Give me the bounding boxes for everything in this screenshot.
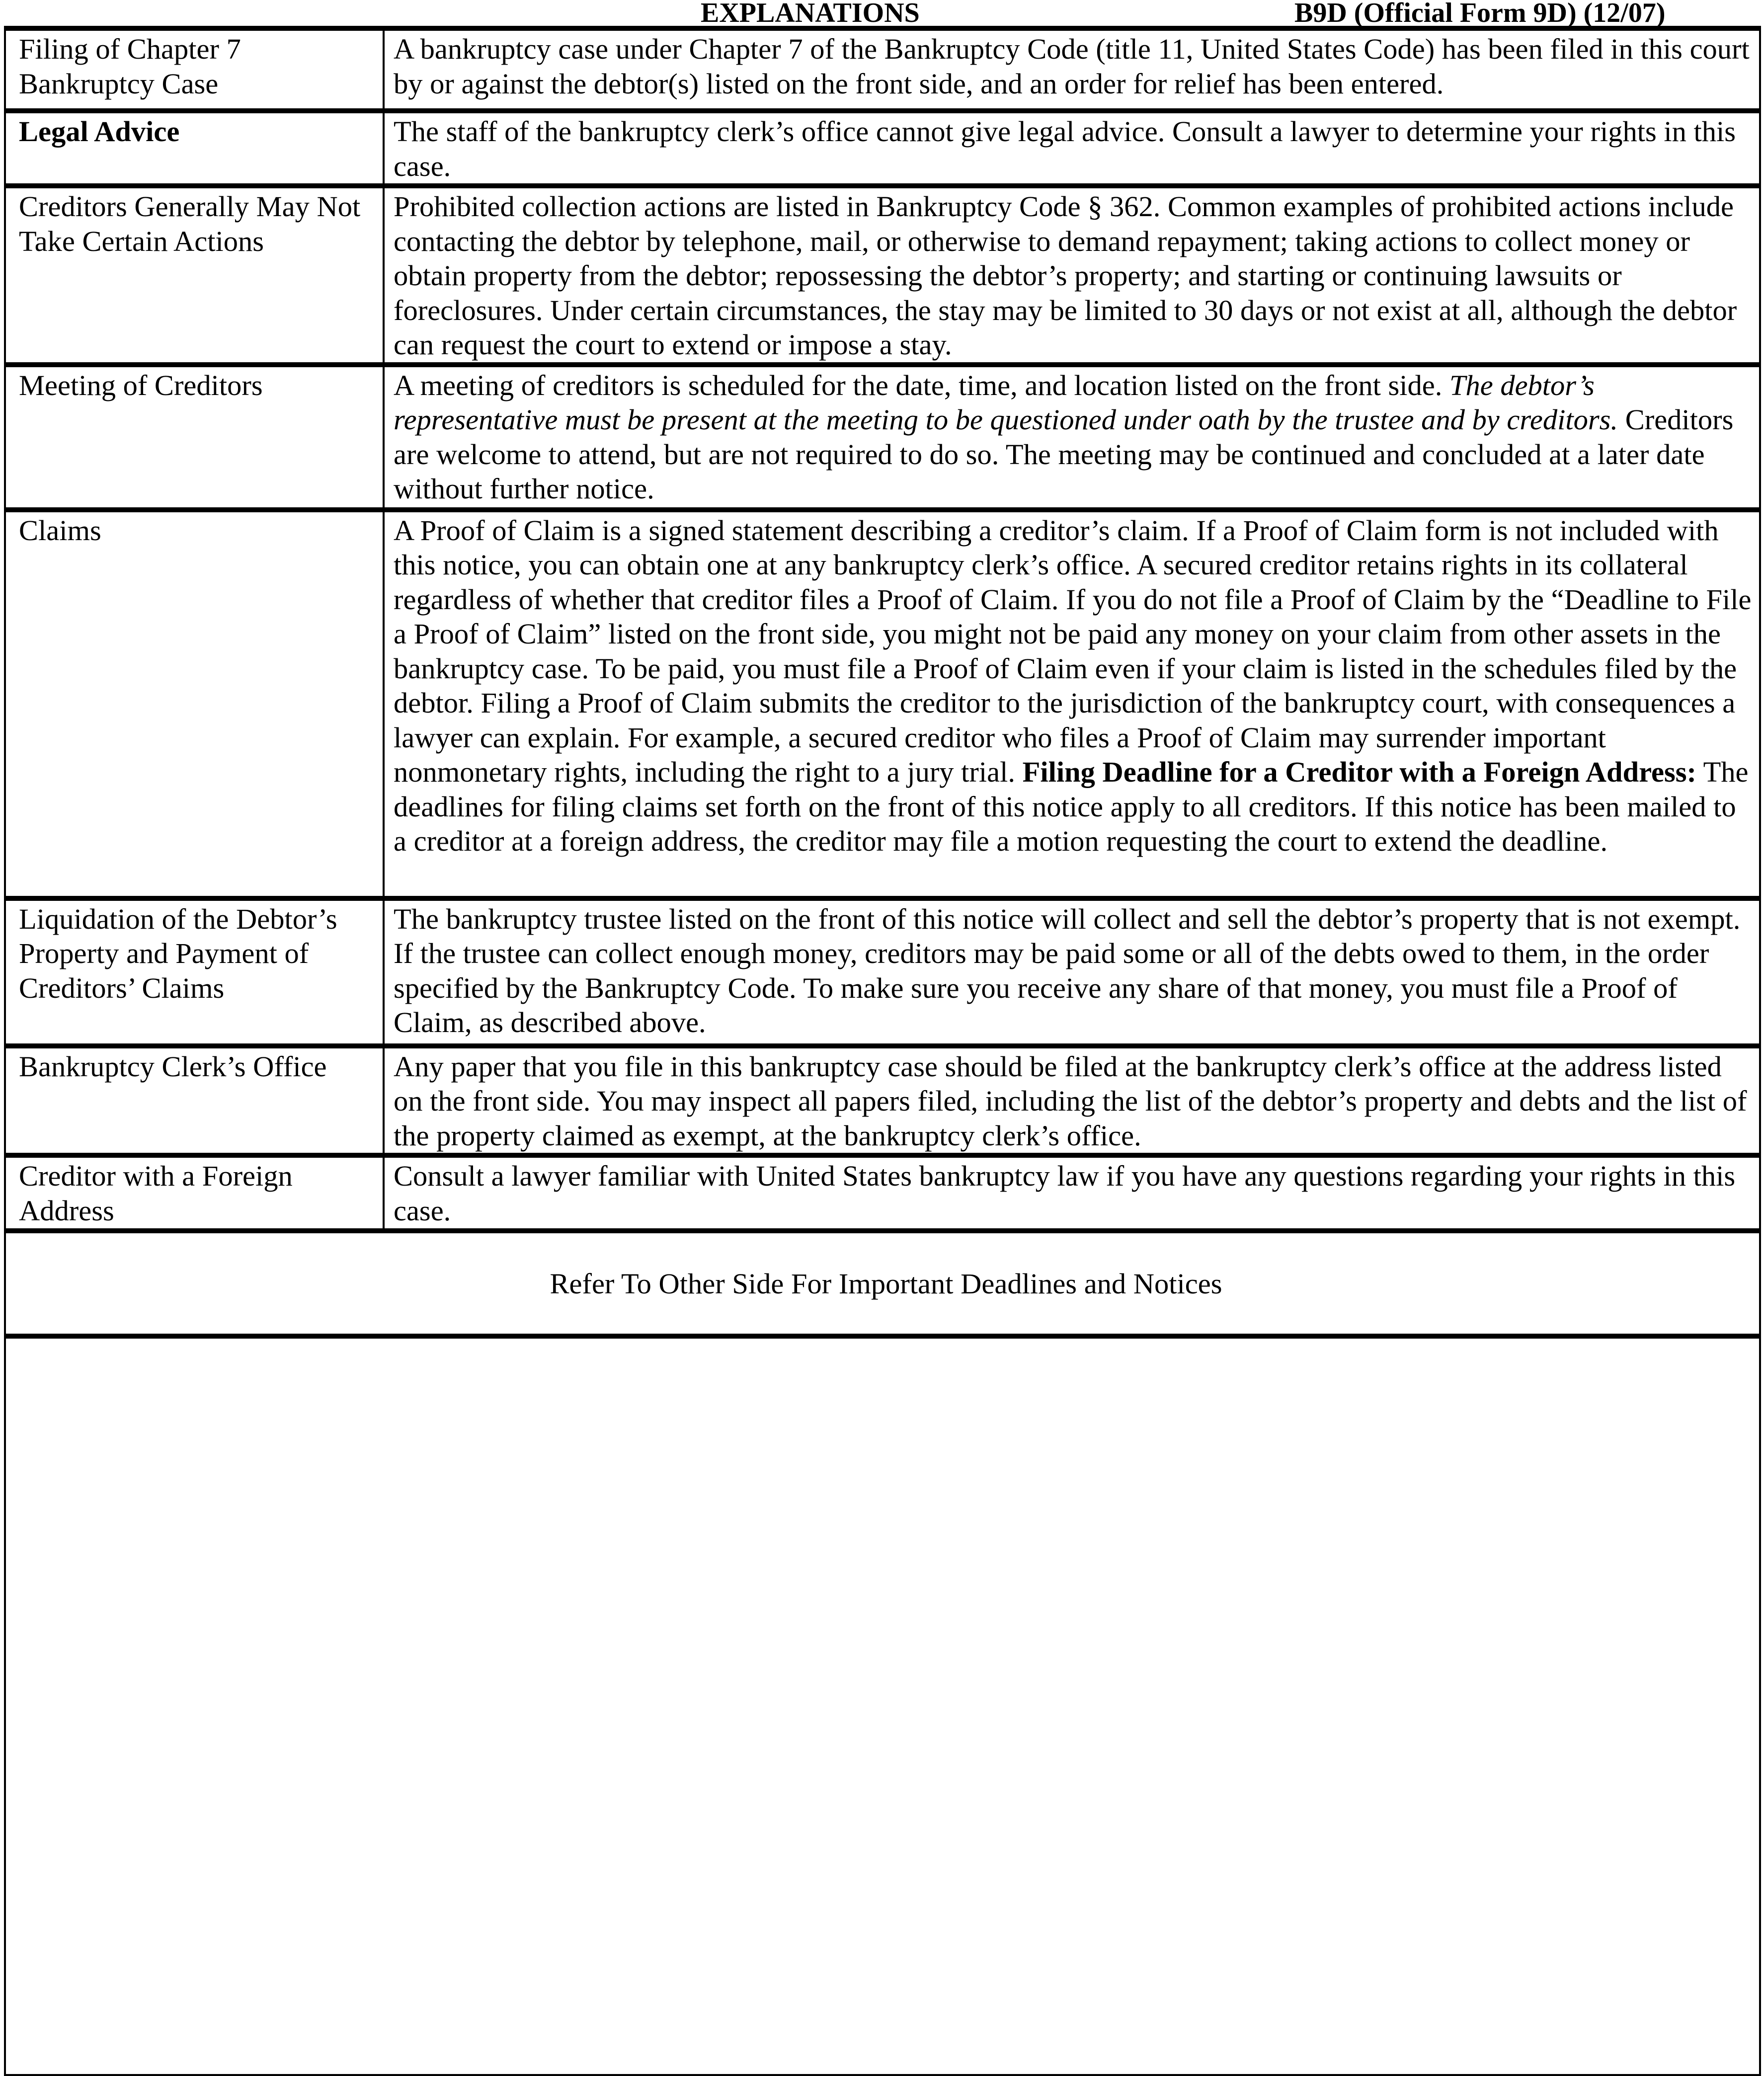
row-label: Liquidation of the Debtor’s Property and Payment of Creditors’ Claims xyxy=(5,898,384,1046)
table-row-blank-area xyxy=(5,1336,1760,2075)
table-row-filing xyxy=(5,28,1760,111)
table-row-foreign-address xyxy=(5,1155,1760,1231)
row-text: Prohibited collection actions are listed in Bankruptcy Code § 362. Common examples of prohibited actions include contacting the debtor by telephone, mail, or otherwise to demand repayment; taking actions to collect money or obtain property from the debtor; repossessing the debtor’s property; and starting or continuing lawsuits or foreclosures. Under certain circumstances, the stay may be limited to 30 days or not exist at all, although the debtor can request the court to extend or impose a stay. xyxy=(384,186,1760,365)
row-label: Claims xyxy=(5,510,384,898)
text-segment: Creditors are welcome to attend, but are not required to do so. The meeting may be continued and concluded at a later date without further notice. xyxy=(394,403,1734,505)
row-text xyxy=(384,365,1760,510)
text-segment: A meeting of creditors is scheduled for the date, time, and location listed on the front side. xyxy=(394,369,1449,401)
row-label: Bankruptcy Clerk’s Office xyxy=(5,1046,384,1156)
table-row-creditors-actions xyxy=(5,186,1760,365)
row-text: Consult a lawyer familiar with United States bankruptcy law if you have any questions regarding your rights in this case. xyxy=(384,1155,1760,1231)
row-text: A bankruptcy case under Chapter 7 of the Bankruptcy Code (title 11, United States Code) has been filed in this court by or against the debtor(s) listed on the front side, and an order for relief has been entered. xyxy=(384,28,1760,111)
row-label: Meeting of Creditors xyxy=(5,365,384,510)
text-segment: The deadlines for filing claims set forth on the front of this notice apply to all creditors. If this notice has been mailed to a creditor at a foreign address, the creditor may file a motion requesting the court to extend the deadline. xyxy=(394,756,1749,857)
table-row-legal-advice xyxy=(5,111,1760,186)
table-row-claims xyxy=(5,510,1760,898)
row-label: Creditor with a Foreign Address xyxy=(5,1155,384,1231)
row-text: Any paper that you file in this bankruptcy case should be filed at the bankruptcy clerk’s office at the address listed on the front side. You may inspect all papers filed, including the list of the debtor’s property and debts and the list of the property claimed as exempt, at the bankruptcy clerk’s office. xyxy=(384,1046,1760,1156)
explanations-table xyxy=(4,26,1761,2076)
text-segment: A Proof of Claim is a signed statement describing a creditor’s claim. If a Proof of Claim form is not included with this notice, you can obtain one at any bankruptcy clerk’s office. A secured creditor retains rights in its collateral regardless of whether that creditor files a Proof of Claim. If you do not file a Proof of Claim by the “Deadline to File a Proof of Claim” listed on the front side, you might not be paid any money on your claim from other assets in the bankruptcy case. To be paid, you must file a Proof of Claim even if your claim is listed in the schedules filed by the debtor. Filing a Proof of Claim submits the creditor to the jurisdiction of the bankruptcy court, with consequences a lawyer can explain. For example, a secured creditor who files a Proof of Claim may surrender important nonmonetary rights, including the right to a jury trial. xyxy=(394,514,1752,788)
row-label: Filing of Chapter 7 Bankruptcy Case xyxy=(5,28,384,111)
table-row-meeting xyxy=(5,365,1760,510)
row-text: The staff of the bankruptcy clerk’s office cannot give legal advice. Consult a lawyer to determine your rights in this case. xyxy=(384,111,1760,186)
row-text xyxy=(384,510,1760,898)
row-label: Creditors Generally May Not Take Certain Actions xyxy=(5,186,384,365)
bold-emphasis: Filing Deadline for a Creditor with a Foreign Address: xyxy=(1022,756,1696,788)
italic-emphasis: The debtor’s representative must be present at the meeting to be questioned under oath by the trustee and by creditors. xyxy=(394,369,1618,436)
blank-area xyxy=(5,1336,1760,2075)
page-title: EXPLANATIONS xyxy=(701,0,920,28)
table-row-clerks-office xyxy=(5,1046,1760,1156)
table-row-refer-note xyxy=(5,1231,1760,1336)
refer-note: Refer To Other Side For Important Deadlines and Notices xyxy=(5,1231,1760,1336)
row-label: Legal Advice xyxy=(5,111,384,186)
form-identifier: B9D (Official Form 9D) (12/07) xyxy=(1294,0,1666,28)
table-row-liquidation xyxy=(5,898,1760,1046)
row-text: The bankruptcy trustee listed on the front of this notice will collect and sell the debtor’s property that is not exempt. If the trustee can collect enough money, creditors may be paid some or all of the debts owed to them, in the order specified by the Bankruptcy Code. To make sure you receive any share of that money, you must file a Proof of Claim, as described above. xyxy=(384,898,1760,1046)
